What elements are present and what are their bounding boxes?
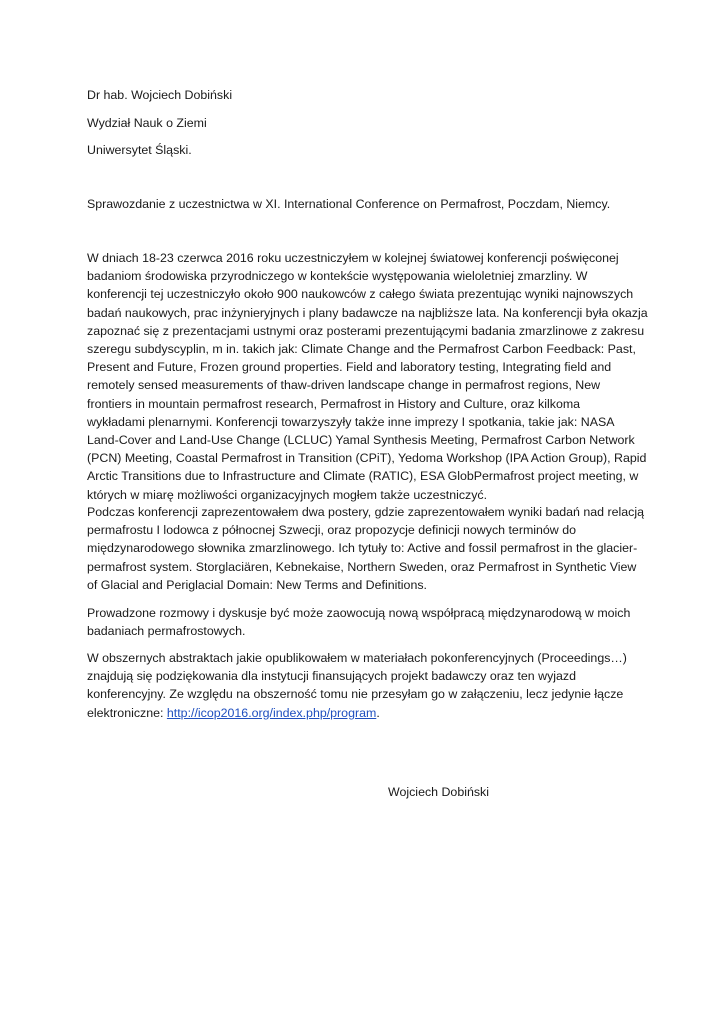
paragraph-line: badań naukowych, prac inżynieryjnych i plany badawcze na najbliższe lata. Na konferencji była okazja <box>87 305 648 320</box>
paragraph-line: szeregu subdyscyplin, m in. takich jak: Climate Change and the Permafrost Carbon Feedback: Past, <box>87 342 636 357</box>
paragraph-3 <box>87 604 647 640</box>
paragraph-line: W obszernych abstraktach jakie opublikowałem w materiałach pokonferencyjnych (Proceedings…) <box>87 651 627 665</box>
paragraph-line: znajdują się podziękowania dla instytucji finansujących projekt badawczy oraz ten wyjazd <box>87 669 577 684</box>
paragraph-line: Present and Future, Frozen ground properties. Field and laboratory testing, Integrating field and <box>87 360 612 375</box>
paragraph-line: zapoznać się z prezentacjami ustnymi oraz posterami prezentującymi badania zmarzlinowe z zakresu <box>87 323 645 338</box>
paragraph-4 <box>87 649 647 722</box>
faculty-name: Wydział Nauk o Ziemi <box>87 116 207 130</box>
program-link[interactable]: http://icop2016.org/index.php/program <box>166 705 377 720</box>
paragraph-line: Land-Cover and Land-Use Change (LCLUC) Yamal Synthesis Meeting, Permafrost Carbon Network <box>87 433 635 448</box>
paragraph-line: badaniom środowiska przyrodniczego w kontekście występowania wieloletniej zmarzliny. W <box>87 269 588 284</box>
paragraph-line: permafrostu I lodowca z północnej Szwecji, oraz propozycje definicji nowych terminów do <box>87 523 576 538</box>
paragraph-line: konferencyjny. Ze względu na obszerność tomu nie przesyłam go w załączeniu, lecz jedynie łącze <box>87 687 624 702</box>
author-name: Dr hab. Wojciech Dobiński <box>87 88 233 102</box>
paragraph-line: konferencji tej uczestniczyło około 900 naukowców z całego świata prezentując wyniki najnowszych <box>87 287 634 302</box>
signature: Wojciech Dobiński <box>388 785 490 799</box>
university-name: Uniwersytet Śląski. <box>87 143 192 157</box>
report-subject: Sprawozdanie z uczestnictwa w XI. International Conference on Permafrost, Poczdam, Niemcy. <box>87 197 611 211</box>
paragraph-line: których w miarę możliwości organizacyjnych mogłem także uczestniczyć. <box>87 487 488 502</box>
paragraph-1 <box>87 249 647 504</box>
paragraph-line: remotely sensed measurements of thaw-driven landscape change in permafrost regions, New <box>87 378 601 393</box>
paragraph-line: wykładami plenarnymi. Konferencji towarzyszyły także inne imprezy I spotkania, takie jak: NASA <box>87 414 615 429</box>
paragraph-line: badaniach permafrostowych. <box>87 624 246 639</box>
paragraph-line: W dniach 18-23 czerwca 2016 roku uczestniczyłem w kolejnej światowej konferencji poświęconej <box>87 251 619 265</box>
paragraph-line: permafrost system. Storglaciären, Kebnekaise, Northern Sweden, oraz Permafrost in Synthetic View <box>87 559 637 574</box>
link-suffix: . <box>376 705 380 720</box>
paragraph-line: Arctic Transitions due to Infrastructure and Climate (RATIC), ESA GlobPermafrost project meeting, w <box>87 469 639 484</box>
paragraph-line: of Glacial and Periglacial Domain: New Terms and Definitions. <box>87 577 427 592</box>
paragraph-last-line <box>87 704 647 722</box>
paragraph-line: frontiers in mountain permafrost research, Permafrost in History and Culture, oraz kilkoma <box>87 396 581 411</box>
paragraph-line: Podczas konferencji zaprezentowałem dwa postery, gdzie zaprezentowałem wyniki badań nad relacją <box>87 505 644 519</box>
paragraph-line: międzynarodowego słownika zmarzlinowego. Ich tytuły to: Active and fossil permafrost in the glacier- <box>87 541 638 556</box>
link-prefix: elektroniczne: <box>87 705 167 720</box>
paragraph-2 <box>87 503 647 594</box>
paragraph-line: (PCN) Meeting, Coastal Permafrost in Transition (CPiT), Yedoma Workshop (IPA Action Group), Rapid <box>87 451 647 466</box>
paragraph-line: Prowadzone rozmowy i dyskusje być może zaowocują nową współpracą międzynarodową w moich <box>87 606 631 620</box>
